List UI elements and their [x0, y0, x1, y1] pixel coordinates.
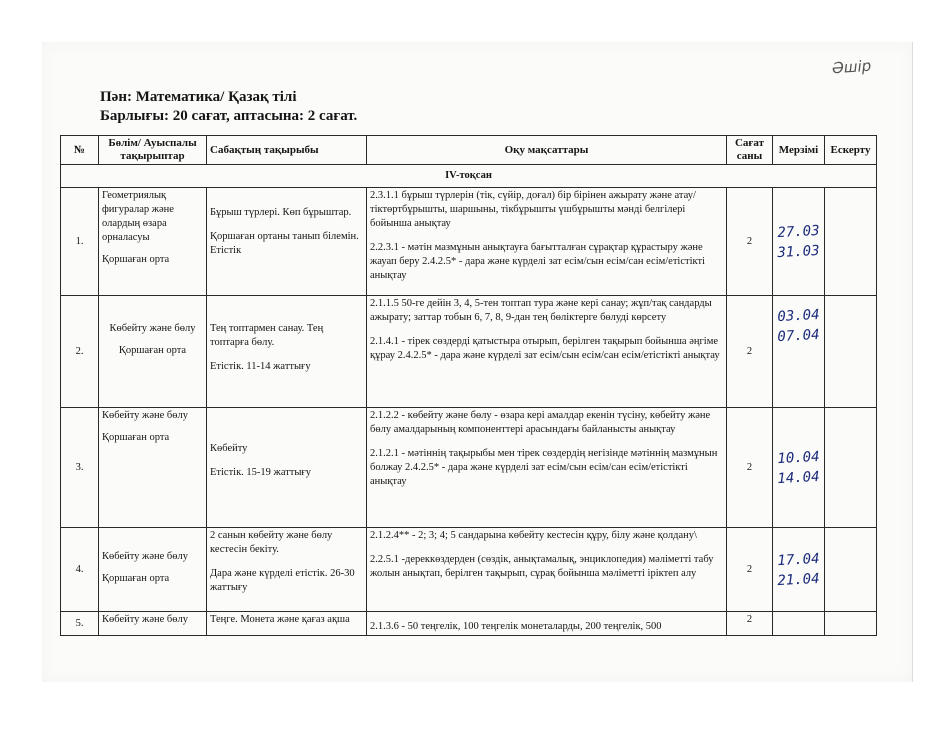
note-cell [825, 188, 877, 296]
subject-line: Пән: Математика/ Қазақ тілі [100, 89, 297, 105]
hours-cell: 2 [727, 296, 773, 408]
handwritten-date: 21.04 [777, 570, 820, 589]
objective: 2.2.5.1 -дереккөздерден (сөздік, анықтамалық, энциклопедия) мәліметті табу жолын анықтап, берілген тақырып, сұрақ бойынша мәліметті іріктеп алу [370, 554, 714, 579]
dates-cell [773, 296, 825, 408]
note-cell [825, 408, 877, 528]
col-header-num: № [61, 136, 99, 165]
handwritten-date: 14.04 [777, 468, 820, 487]
row-number: 3. [61, 408, 99, 528]
section-title: Көбейту және бөлу [109, 323, 196, 334]
cross-cutting-theme: Қоршаған орта [118, 345, 187, 356]
table-row [61, 408, 877, 528]
lesson-topic: Етістік. 11-14 жаттығу [210, 361, 311, 372]
col-header-topic: Сабақтың тақырыбы [207, 136, 367, 165]
note-cell [825, 612, 877, 636]
objectives-cell [367, 188, 727, 296]
table-row [61, 188, 877, 296]
lesson-topic: Теңге. Монета және қағаз ақша [210, 614, 350, 625]
objective: 2.1.4.1 - тірек сөздерді қатыстыра отырып, берілген тақырып бойынша әңгіме құрау 2.4.2.5* - дара және күрделі зат есім/сын есім/сан есім/етістікті анықтау [370, 336, 720, 361]
dates-cell [773, 188, 825, 296]
lesson-topic: Етістік. 15-19 жаттығу [210, 467, 311, 478]
row-number: 5. [61, 612, 99, 636]
col-header-dates: Мерзімі [773, 136, 825, 165]
hours-total-line: Барлығы: 20 сағат, аптасына: 2 сағат. [100, 108, 358, 124]
row-number: 1. [61, 188, 99, 296]
objective: 2.1.1.5 50-ге дейін 3, 4, 5-тен топтап тура және кері санау; жұп/тақ сандарды ажырату; заттар тобын 6, 7, 8, 9-дан тең бөліктерге бөлуді көрсету [370, 298, 712, 323]
section-cell [99, 188, 207, 296]
section-cell [99, 296, 207, 408]
table-row [61, 296, 877, 408]
note-cell [825, 296, 877, 408]
col-header-note: Ескерту [825, 136, 877, 165]
term-row [61, 165, 877, 188]
hours-cell: 2 [727, 188, 773, 296]
term-label: IV-тоқсан [61, 165, 877, 188]
topic-cell [207, 528, 367, 612]
dates-cell [773, 612, 825, 636]
cross-cutting-theme: Қоршаған орта [102, 254, 170, 265]
document-header [100, 88, 357, 126]
objective: 2.1.3.6 - 50 теңгелік, 100 теңгелік монеталарды, 200 теңгелік, 500 [370, 621, 662, 632]
objectives-cell [367, 408, 727, 528]
dates-cell [773, 528, 825, 612]
objectives-cell [367, 612, 727, 636]
row-number: 2. [61, 296, 99, 408]
table-row [61, 528, 877, 612]
lesson-topic: Қоршаған ортаны танып білемін. Етістік [210, 231, 359, 256]
handwritten-date: 27.03 [777, 222, 820, 241]
table-header-row [61, 136, 877, 165]
topic-cell [207, 188, 367, 296]
lesson-topic: 2 санын көбейту және бөлу кестесін бекіту. [210, 530, 333, 555]
lesson-topic: Көбейту [210, 443, 248, 454]
lesson-topic: Бұрыш түрлері. Көп бұрыштар. [210, 207, 352, 218]
objectives-cell [367, 528, 727, 612]
objectives-cell [367, 296, 727, 408]
curriculum-table [60, 135, 877, 636]
topic-cell [207, 296, 367, 408]
hours-cell: 2 [727, 612, 773, 636]
handwritten-date: 17.04 [777, 550, 820, 569]
col-header-hours: Сағат саны [727, 136, 773, 165]
section-cell [99, 528, 207, 612]
handwritten-date: 10.04 [777, 448, 820, 467]
objective: 2.1.2.4** - 2; 3; 4; 5 сандарына көбейту кестесін құру, білу және қолдану\ [370, 530, 697, 541]
section-cell [99, 612, 207, 636]
section-title: Геометриялық фигуралар және олардың өзара орналасуы [102, 190, 174, 243]
col-header-section: Бөлім/ Ауыспалы тақырыптар [99, 136, 207, 165]
objective: 2.1.2.1 - мәтіннің тақырыбы мен тірек сөздердің негізінде мәтіннің мазмұнын болжау 2.4.2.5* - дара және күрделі зат есім/сын есім/сан есім/етістікті анықтау [370, 448, 718, 487]
row-number: 4. [61, 528, 99, 612]
topic-cell [207, 612, 367, 636]
table-row [61, 612, 877, 636]
section-title: Көбейту және бөлу [102, 614, 188, 625]
section-cell [99, 408, 207, 528]
objective: 2.1.2.2 - көбейту және бөлу - өзара кері амалдар екенін түсіну, көбейту және бөлу амалдарының компоненттері арасындағы байланысты анықтау [370, 410, 711, 435]
hours-cell: 2 [727, 528, 773, 612]
objective: 2.3.1.1 бұрыш түрлерін (тік, сүйір, доғал) бір бірінен ажырату және атау/тіктөртбұрышты, шаршыны, тікбұрышты үшбұрышты мәнді белгілері бойынша анықтау [370, 190, 696, 229]
handwritten-date: 31.03 [777, 242, 820, 261]
handwritten-margin-note: Әшір [831, 56, 872, 78]
hours-cell: 2 [727, 408, 773, 528]
cross-cutting-theme: Қоршаған орта [102, 573, 170, 584]
topic-cell [207, 408, 367, 528]
section-title: Көбейту және бөлу [102, 551, 188, 562]
handwritten-date: 07.04 [777, 326, 820, 346]
col-header-objectives: Оқу мақсаттары [367, 136, 727, 165]
note-cell [825, 528, 877, 612]
lesson-topic: Дара және күрделі етістік. 26-30 жаттығу [210, 568, 355, 593]
section-title: Көбейту және бөлу [102, 410, 188, 421]
handwritten-date: 03.04 [777, 306, 820, 326]
lesson-topic: Тең топтармен санау. Тең топтарға бөлу. [210, 323, 324, 348]
objective: 2.2.3.1 - мәтін мазмұнын анықтауға бағытталған сұрақтар құрастыру және жауап беру 2.4.2.5* - дара және күрделі зат есім/сын есім/сан есім/етістікті анықтау [370, 242, 705, 281]
dates-cell [773, 408, 825, 528]
cross-cutting-theme: Қоршаған орта [102, 432, 170, 443]
